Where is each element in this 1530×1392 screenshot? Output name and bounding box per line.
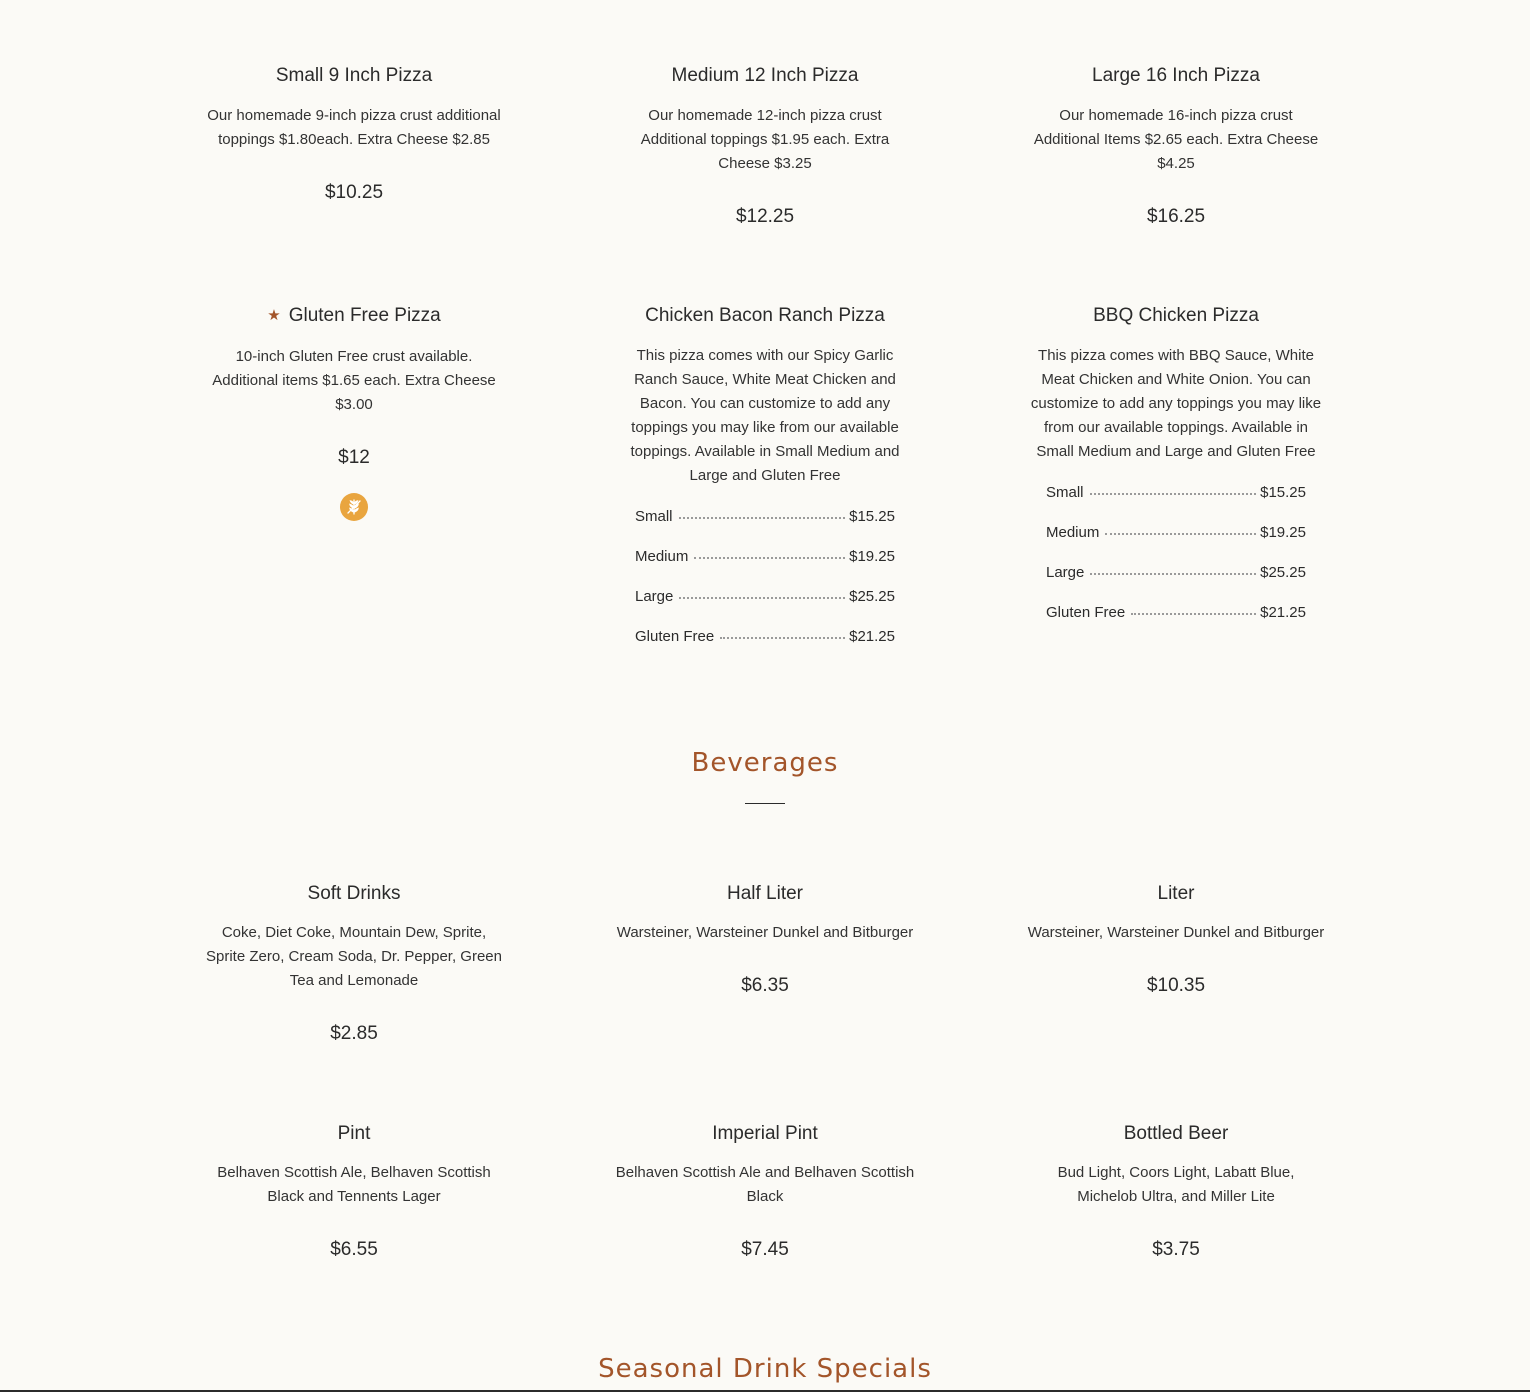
- item-description: Belhaven Scottish Ale and Belhaven Scottish Black: [615, 1164, 915, 1205]
- item-price: $7.45: [741, 1239, 789, 1260]
- item-name: Medium 12 Inch Pizza: [671, 65, 859, 86]
- menu-item-soft-drinks: [204, 882, 504, 1046]
- item-name: Gluten Free Pizza: [288, 305, 441, 326]
- dot-leader: [1090, 493, 1257, 495]
- menu-item-liter: [1026, 882, 1326, 998]
- gluten-free-wheat-icon: [340, 493, 368, 521]
- item-description: Bud Light, Coors Light, Labatt Blue, Michelob Ultra, and Miller Lite: [1057, 1164, 1295, 1205]
- item-description: 10-inch Gluten Free crust available. Additional items $1.65 each. Extra Cheese $3.00: [212, 348, 496, 413]
- dot-leader: [1090, 573, 1256, 575]
- item-price: $6.55: [330, 1239, 378, 1260]
- item-price: $2.85: [330, 1023, 378, 1044]
- size-row-small: [1046, 481, 1306, 521]
- size-row-gluten-free: [1046, 601, 1306, 641]
- size-label: Medium: [635, 548, 689, 565]
- size-label: Large: [635, 588, 674, 605]
- menu-item-pint: [204, 1122, 504, 1262]
- size-price: $25.25: [1260, 564, 1306, 581]
- item-price: $16.25: [1146, 206, 1206, 227]
- dot-leader: [1105, 533, 1256, 535]
- size-row-medium: [1046, 521, 1306, 561]
- dot-leader: [694, 557, 845, 559]
- item-name: Small 9 Inch Pizza: [275, 65, 433, 86]
- item-description: Our homemade 9-inch pizza crust additional toppings $1.80each. Extra Cheese $2.85: [207, 107, 501, 148]
- item-description: Warsteiner, Warsteiner Dunkel and Bitburger: [616, 924, 914, 941]
- item-description: Belhaven Scottish Ale, Belhaven Scottish Black and Tennents Lager: [217, 1164, 491, 1205]
- size-price: $19.25: [1260, 524, 1306, 541]
- size-label: Large: [1046, 564, 1085, 581]
- item-name-wrapper: [204, 304, 504, 329]
- dot-leader: [679, 597, 845, 599]
- item-price: $10.35: [1146, 975, 1206, 996]
- item-price: $12.25: [735, 206, 795, 227]
- item-description: Our homemade 12-inch pizza crust Additional toppings $1.95 each. Extra Cheese $3.25: [640, 107, 890, 172]
- menu-item-half-liter: [615, 882, 915, 998]
- item-name: Imperial Pint: [712, 1123, 818, 1144]
- size-row-gluten-free: [635, 625, 895, 665]
- menu-item-small-pizza: [204, 64, 504, 205]
- size-price-list: [1046, 481, 1306, 641]
- section-title-beverages: Beverages: [691, 748, 839, 778]
- menu-item-large-pizza: [1026, 64, 1326, 229]
- size-price: $19.25: [849, 548, 895, 565]
- section-title-seasonal-drink-specials: Seasonal Drink Specials: [598, 1354, 932, 1384]
- size-label: Small: [635, 508, 673, 525]
- menu-item-bbq-chicken-pizza: [1026, 304, 1326, 641]
- size-row-small: [635, 505, 895, 545]
- size-row-large: [1046, 561, 1306, 601]
- size-price: $21.25: [849, 628, 895, 645]
- size-price: $25.25: [849, 588, 895, 605]
- dot-leader: [679, 517, 846, 519]
- item-description: Coke, Diet Coke, Mountain Dew, Sprite, Sprite Zero, Cream Soda, Dr. Pepper, Green Tea and Lemonade: [206, 924, 502, 989]
- menu-item-imperial-pint: [615, 1122, 915, 1262]
- item-name: Liter: [1157, 883, 1195, 904]
- menu-item-medium-pizza: [615, 64, 915, 229]
- size-label: Medium: [1046, 524, 1100, 541]
- item-description: Warsteiner, Warsteiner Dunkel and Bitburger: [1027, 924, 1325, 941]
- item-price: $10.25: [324, 182, 384, 203]
- size-label: Small: [1046, 484, 1084, 501]
- featured-star-icon: ★: [267, 307, 281, 324]
- menu-item-bottled-beer: [1026, 1122, 1326, 1262]
- menu-item-gluten-free-pizza: [204, 304, 504, 521]
- dot-leader: [720, 637, 845, 639]
- item-description: This pizza comes with BBQ Sauce, White Meat Chicken and White Onion. You can customize to add any toppings you may like from our available toppings. Available in Small Medium and Large and Gluten Free: [1030, 347, 1322, 460]
- dot-leader: [1131, 613, 1256, 615]
- size-price-list: [635, 505, 895, 665]
- item-description: This pizza comes with our Spicy Garlic Ranch Sauce, White Meat Chicken and Bacon. You can customize to add any toppings you may like from our available toppings. Available in Small Medium and Large and Gluten Free: [630, 347, 900, 484]
- item-name: BBQ Chicken Pizza: [1093, 305, 1259, 326]
- menu-item-chicken-bacon-ranch-pizza: [615, 304, 915, 665]
- size-price: $15.25: [849, 508, 895, 525]
- item-name: Large 16 Inch Pizza: [1092, 65, 1260, 86]
- size-price: $21.25: [1260, 604, 1306, 621]
- size-price: $15.25: [1260, 484, 1306, 501]
- item-price: $6.35: [741, 975, 789, 996]
- item-price: $12: [338, 447, 370, 468]
- size-row-large: [635, 585, 895, 625]
- item-price: $3.75: [1152, 1239, 1200, 1260]
- item-name: Half Liter: [726, 883, 804, 904]
- item-name: Bottled Beer: [1123, 1123, 1229, 1144]
- size-row-medium: [635, 545, 895, 585]
- item-name: Chicken Bacon Ranch Pizza: [645, 305, 885, 326]
- item-name: Pint: [337, 1123, 371, 1144]
- section-divider: [745, 803, 785, 804]
- item-name: Soft Drinks: [307, 883, 401, 904]
- size-label: Gluten Free: [635, 628, 715, 645]
- item-description: Our homemade 16-inch pizza crust Additional Items $2.65 each. Extra Cheese $4.25: [1033, 107, 1319, 172]
- size-label: Gluten Free: [1046, 604, 1126, 621]
